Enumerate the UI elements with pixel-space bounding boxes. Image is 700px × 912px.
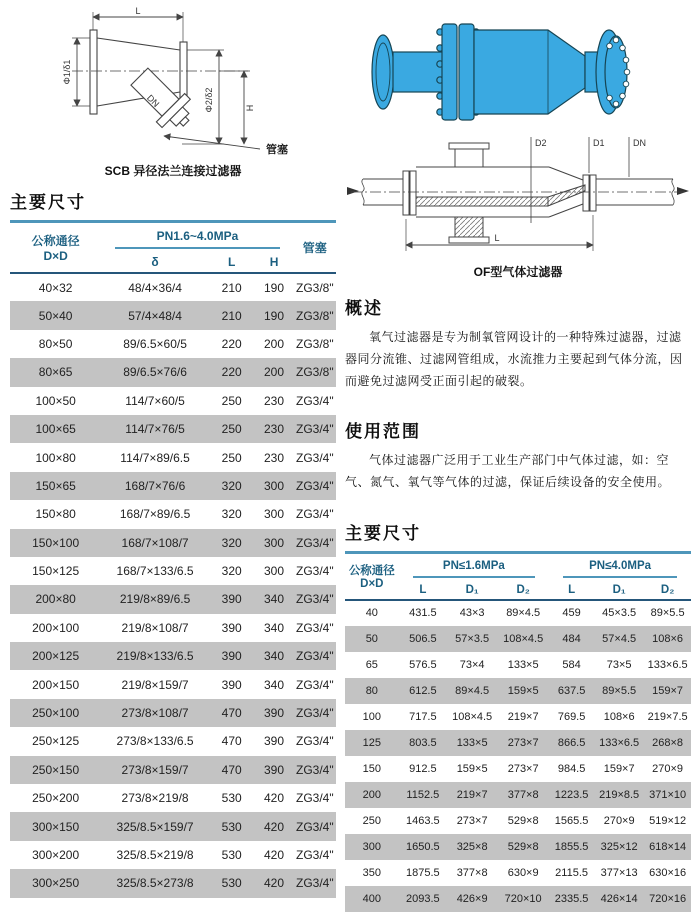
- table-cell: 506.5: [409, 632, 437, 645]
- col-header-L: L: [209, 252, 255, 273]
- dim-label-D1: D1: [593, 138, 605, 148]
- table-cell: 1152.5: [406, 788, 440, 801]
- table-cell: 159×7: [603, 762, 635, 775]
- table-cell: 300×150: [32, 819, 80, 834]
- table-cell: 108×4.5: [503, 632, 544, 645]
- table-row: [345, 626, 691, 652]
- col-header-D2-16: D₂: [497, 581, 549, 600]
- table-cell: ZG3/4": [295, 478, 334, 493]
- table-cell: 100: [362, 710, 381, 723]
- col-group-pn40: [549, 552, 691, 581]
- table-row: [345, 834, 691, 860]
- table-cell: 426×9: [456, 892, 488, 905]
- table-cell: 1855.5: [554, 840, 589, 853]
- table-cell: 1223.5: [554, 788, 589, 801]
- table-cell: 133×5: [507, 658, 539, 671]
- table-cell: 484: [562, 632, 581, 645]
- col-header-dn-line1: 公称通径: [348, 565, 395, 578]
- table-cell: 530: [221, 791, 242, 806]
- table-cell: ZG3/4": [295, 535, 334, 550]
- table-cell: 200: [264, 365, 285, 380]
- table-row: [10, 330, 336, 358]
- table-cell: 200×80: [35, 592, 76, 607]
- table-cell: ZG3/4": [295, 649, 334, 664]
- table-cell: 43×3: [459, 607, 485, 620]
- table-cell: 100×80: [35, 450, 76, 465]
- table-row: [10, 784, 336, 812]
- table-cell: 769.5: [557, 710, 586, 723]
- table-cell: 159×5: [507, 684, 539, 697]
- right-section-title: 主要尺寸: [345, 523, 421, 543]
- table-cell: 230: [264, 393, 285, 408]
- table-cell: 912.5: [409, 762, 437, 775]
- table-cell: 219×7: [507, 710, 539, 723]
- table-cell: 168/7×108/7: [121, 535, 189, 550]
- col-header-L-16: L: [399, 581, 447, 600]
- table-row: [10, 273, 336, 301]
- table-cell: ZG3/8": [295, 336, 334, 351]
- table-cell: 100×65: [35, 422, 76, 437]
- table-row: [345, 678, 691, 704]
- table-row: [10, 614, 336, 642]
- col-header-L-40: L: [549, 581, 594, 600]
- table-row: [345, 730, 691, 756]
- table-cell: 80: [365, 684, 378, 697]
- table-cell: 320: [221, 478, 242, 493]
- table-cell: 300: [362, 840, 381, 853]
- table-cell: 325/8.5×219/8: [116, 848, 194, 862]
- table-cell: ZG3/4": [295, 791, 334, 806]
- table-cell: 612.5: [409, 684, 437, 697]
- dim-label-phi1: Φ1/δ1: [62, 59, 72, 85]
- dim-label-phi2: Φ2/δ2: [204, 87, 214, 113]
- table-cell: 530: [221, 876, 242, 891]
- table-cell: 57×3.5: [455, 632, 490, 645]
- col-group-pn-label: PN1.6~4.0MPa: [115, 226, 279, 249]
- table-cell: 273/8×219/8: [121, 791, 189, 806]
- table-cell: 803.5: [409, 736, 437, 749]
- table-cell: 133×6.5: [599, 736, 640, 749]
- table-cell: 340: [264, 592, 285, 607]
- of-caption: OF型气体过滤器: [473, 265, 563, 279]
- table-cell: 630×16: [649, 866, 687, 879]
- table-row: [10, 500, 336, 528]
- table-cell: 48/4×36/4: [128, 280, 182, 295]
- table-cell: 377×8: [456, 866, 488, 879]
- table-cell: 89×4.5: [455, 684, 490, 697]
- table-cell: 200×100: [32, 620, 80, 635]
- table-header: [345, 552, 691, 600]
- table-row: [10, 443, 336, 471]
- col-group-pn16-label: PN≤1.6MPa: [413, 557, 535, 578]
- table-cell: 108×6: [652, 632, 684, 645]
- table-cell: 168/7×89/6.5: [119, 507, 191, 522]
- table-cell: 618×14: [649, 840, 687, 853]
- usage-text: 气体过滤器广泛用于工业生产部门中气体过滤，如：空气、氮气、氧气等气体的过滤，保证后续设备的安全使用。: [345, 452, 671, 489]
- table-cell: 300: [264, 478, 285, 493]
- table-cell: 57/4×48/4: [128, 308, 182, 323]
- table-row: [10, 756, 336, 784]
- col-header-plug: 管塞: [294, 222, 336, 274]
- table-cell: 300×200: [32, 848, 80, 862]
- of-filter-section-diagram: [345, 135, 691, 257]
- table-cell: 300: [264, 535, 285, 550]
- table-cell: 230: [264, 422, 285, 437]
- table-cell: ZG3/4": [295, 393, 334, 408]
- table-cell: 40: [365, 607, 378, 620]
- table-cell: 390: [221, 620, 242, 635]
- table-cell: 40×32: [38, 280, 73, 295]
- table-cell: 268×8: [652, 736, 684, 749]
- table-cell: 984.5: [557, 762, 586, 775]
- table-row: [10, 387, 336, 415]
- table-row: [10, 529, 336, 557]
- table-cell: ZG3/8": [295, 308, 334, 323]
- table-cell: 459: [562, 607, 581, 620]
- table-cell: 200: [264, 336, 285, 351]
- dim-label-L2: L: [494, 233, 500, 243]
- scb-dimension-table: [10, 220, 336, 898]
- table-row: [345, 652, 691, 678]
- table-cell: 273/8×108/7: [121, 706, 189, 721]
- table-row: [345, 886, 691, 912]
- col-header-D2-40: D₂: [644, 581, 691, 600]
- table-row: [10, 812, 336, 840]
- table-cell: 270×9: [603, 814, 635, 827]
- table-cell: 320: [221, 535, 242, 550]
- col-header-D1-40: D₁: [594, 581, 644, 600]
- table-cell: 114/7×89/6.5: [120, 450, 190, 465]
- table-cell: ZG3/4": [295, 819, 334, 834]
- table-cell: 720×10: [504, 892, 542, 905]
- table-cell: 273×7: [507, 736, 539, 749]
- table-cell: 210: [221, 308, 242, 323]
- table-cell: 50×40: [38, 308, 73, 323]
- col-group-pn: [101, 222, 293, 253]
- table-cell: 529×8: [507, 814, 539, 827]
- table-cell: 420: [264, 876, 285, 891]
- table-cell: ZG3/4": [295, 677, 334, 692]
- table-cell: 420: [264, 819, 285, 834]
- table-cell: 320: [221, 564, 242, 579]
- table-cell: 1650.5: [406, 840, 440, 853]
- table-cell: ZG3/4": [295, 564, 334, 579]
- col-header-delta: δ: [101, 252, 209, 273]
- overview-title: 概述: [345, 299, 383, 318]
- table-cell: 89/6.5×76/6: [123, 365, 187, 380]
- table-cell: 270×9: [652, 762, 684, 775]
- table-cell: ZG3/4": [295, 848, 334, 862]
- table-cell: 340: [264, 677, 285, 692]
- table-cell: 220: [221, 336, 242, 351]
- table-cell: ZG3/4": [295, 507, 334, 522]
- table-cell: 420: [264, 791, 285, 806]
- table-cell: 866.5: [557, 736, 586, 749]
- table-cell: 637.5: [557, 684, 586, 697]
- table-cell: 73×5: [606, 658, 632, 671]
- table-cell: 65: [365, 658, 378, 671]
- col-header-dn-line2: D×D: [360, 578, 384, 591]
- table-row: [10, 557, 336, 585]
- table-cell: 530: [221, 848, 242, 862]
- table-cell: 390: [221, 649, 242, 664]
- table-cell: 273×7: [507, 762, 539, 775]
- table-cell: 273×7: [456, 814, 488, 827]
- table-cell: 150×125: [32, 564, 80, 579]
- table-cell: 325/8.5×159/7: [116, 819, 194, 834]
- table-cell: 273/8×159/7: [121, 762, 189, 777]
- table-cell: 377×13: [600, 866, 638, 879]
- table-row: [10, 699, 336, 727]
- table-cell: 150×80: [35, 507, 76, 522]
- table-header: [10, 222, 336, 274]
- table-cell: 1875.5: [406, 866, 440, 879]
- table-cell: 576.5: [409, 658, 437, 671]
- col-header-dn: [10, 222, 101, 274]
- table-row: [345, 600, 691, 626]
- table-cell: 250×125: [32, 734, 80, 749]
- overview-text: 氧气过滤器是专为制氧管网设计的一种特殊过滤器，过滤器同分流锥、过滤网管组成，水流推力主要起到气体分流，因而避免过滤网受正面引起的破裂。: [345, 330, 683, 389]
- col-header-H: H: [254, 252, 293, 273]
- table-cell: 390: [264, 762, 285, 777]
- table-cell: 1463.5: [406, 814, 440, 827]
- table-cell: 529×8: [507, 840, 539, 853]
- table-cell: ZG3/4": [295, 762, 334, 777]
- table-cell: 390: [264, 734, 285, 749]
- table-row: [10, 358, 336, 386]
- col-group-pn40-label: PN≤4.0MPa: [563, 557, 677, 578]
- table-cell: 108×6: [603, 710, 635, 723]
- table-row: [10, 415, 336, 443]
- table-row: [345, 782, 691, 808]
- table-cell: 2115.5: [555, 866, 588, 879]
- table-cell: 519×12: [649, 814, 687, 827]
- table-row: [345, 704, 691, 730]
- table-row: [10, 301, 336, 329]
- table-cell: 133×6.5: [647, 658, 688, 671]
- table-cell: 250: [362, 814, 381, 827]
- col-header-dn-line1: 公称通径: [31, 234, 80, 248]
- table-cell: ZG3/4": [295, 620, 334, 635]
- table-cell: 470: [221, 762, 242, 777]
- table-cell: 200×125: [32, 649, 80, 664]
- dim-label-DN: DN: [633, 138, 646, 148]
- table-row: [345, 756, 691, 782]
- table-cell: 420: [264, 848, 285, 862]
- table-row: [345, 860, 691, 886]
- table-row: [10, 869, 336, 897]
- table-cell: 159×5: [456, 762, 488, 775]
- table-cell: 200×150: [32, 677, 80, 692]
- table-cell: 340: [264, 620, 285, 635]
- table-cell: 73×4: [459, 658, 485, 671]
- table-cell: 250×150: [32, 762, 80, 777]
- table-cell: 89×5.5: [602, 684, 637, 697]
- table-cell: 431.5: [409, 607, 437, 620]
- left-section-title: 主要尺寸: [10, 193, 86, 212]
- table-cell: 89/6.5×60/5: [123, 336, 187, 351]
- table-cell: 300: [264, 564, 285, 579]
- table-cell: 426×14: [600, 892, 638, 905]
- table-cell: 219×7.5: [647, 710, 688, 723]
- table-cell: 190: [264, 280, 285, 295]
- table-cell: ZG3/4": [295, 706, 334, 721]
- table-cell: 219/8×108/7: [121, 620, 189, 635]
- table-cell: 325×8: [456, 840, 488, 853]
- table-cell: 371×10: [649, 788, 687, 801]
- left-column: [10, 4, 336, 898]
- dim-label-L: L: [135, 6, 141, 16]
- table-row: [10, 472, 336, 500]
- table-cell: ZG3/8": [295, 280, 334, 295]
- table-cell: 100×50: [35, 393, 76, 408]
- table-cell: 250: [221, 422, 242, 437]
- table-cell: 630×9: [507, 866, 539, 879]
- table-cell: 325/8.5×273/8: [116, 876, 194, 891]
- table-cell: 168/7×133/6.5: [116, 564, 194, 579]
- table-cell: 717.5: [409, 710, 437, 723]
- table-cell: 89×4.5: [506, 607, 541, 620]
- table-body: [345, 600, 691, 912]
- usage-title: 使用范围: [345, 421, 421, 441]
- table-cell: 190: [264, 308, 285, 323]
- table-cell: 390: [221, 677, 242, 692]
- table-cell: 250: [221, 393, 242, 408]
- table-row: [10, 727, 336, 755]
- table-cell: 470: [221, 706, 242, 721]
- table-row: [10, 841, 336, 869]
- table-cell: 230: [264, 450, 285, 465]
- table-cell: 250: [221, 450, 242, 465]
- table-cell: 2335.5: [554, 892, 589, 905]
- col-group-pn16: [399, 552, 549, 581]
- table-cell: 168/7×76/6: [124, 478, 186, 493]
- table-cell: 219/8×89/6.5: [119, 592, 191, 607]
- table-cell: 720×16: [649, 892, 687, 905]
- table-cell: 300: [264, 507, 285, 522]
- col-header-D1-16: D₁: [447, 581, 497, 600]
- table-cell: 108×4.5: [452, 710, 493, 723]
- table-cell: 50: [365, 632, 378, 645]
- table-cell: ZG3/4": [295, 422, 334, 437]
- table-cell: 114/7×60/5: [125, 393, 185, 408]
- table-cell: 377×8: [507, 788, 539, 801]
- table-cell: ZG3/4": [295, 450, 334, 465]
- table-cell: 219×7: [456, 788, 488, 801]
- gas-filter-3d-illustration: [345, 2, 691, 130]
- scb-strainer-diagram: [10, 4, 336, 156]
- table-cell: 219/8×133/6.5: [116, 649, 194, 664]
- table-cell: 219×8.5: [599, 788, 640, 801]
- table-body: [10, 273, 336, 898]
- table-cell: 325×12: [600, 840, 638, 853]
- dim-label-D2: D2: [535, 138, 547, 148]
- scb-caption: SCB 异径法兰连接过滤器: [104, 164, 242, 178]
- table-cell: 390: [221, 592, 242, 607]
- table-cell: 320: [221, 507, 242, 522]
- table-cell: 530: [221, 819, 242, 834]
- dim-label-DN: DN: [144, 92, 162, 110]
- dim-label-H: H: [245, 104, 255, 112]
- table-cell: 1565.5: [554, 814, 589, 827]
- table-cell: 350: [362, 866, 381, 879]
- table-cell: 340: [264, 649, 285, 664]
- table-cell: 584: [562, 658, 581, 671]
- table-cell: 159×7: [652, 684, 684, 697]
- table-cell: 300×250: [32, 876, 80, 891]
- table-cell: ZG3/8": [295, 365, 334, 380]
- table-row: [10, 670, 336, 698]
- table-cell: 80×50: [38, 336, 73, 351]
- table-cell: 57×4.5: [602, 632, 637, 645]
- col-header-dn-line2: D×D: [43, 249, 68, 263]
- table-cell: 470: [221, 734, 242, 749]
- table-cell: 210: [221, 280, 242, 295]
- table-cell: 150: [362, 762, 381, 775]
- table-cell: ZG3/4": [295, 876, 334, 891]
- table-cell: 45×3.5: [602, 607, 637, 620]
- table-cell: 2093.5: [406, 892, 440, 905]
- table-cell: 150×65: [35, 478, 76, 493]
- table-cell: 400: [362, 892, 381, 905]
- table-cell: 200: [362, 788, 381, 801]
- table-cell: ZG3/4": [295, 734, 334, 749]
- right-column: [345, 2, 691, 912]
- of-dimension-table: [345, 551, 691, 912]
- table-cell: 390: [264, 706, 285, 721]
- table-cell: 219/8×159/7: [121, 677, 189, 692]
- table-cell: 220: [221, 365, 242, 380]
- table-row: [10, 642, 336, 670]
- table-cell: 250×100: [32, 706, 80, 721]
- table-cell: 133×5: [456, 736, 488, 749]
- table-cell: 273/8×133/6.5: [116, 734, 194, 749]
- table-cell: 89×5.5: [650, 607, 685, 620]
- table-cell: ZG3/4": [295, 592, 334, 607]
- table-row: [10, 585, 336, 613]
- table-row: [345, 808, 691, 834]
- table-cell: 114/7×76/5: [125, 422, 185, 437]
- table-cell: 125: [362, 736, 381, 749]
- table-cell: 80×65: [38, 365, 73, 380]
- table-cell: 250×200: [32, 791, 80, 806]
- plug-label: 管塞: [266, 144, 288, 156]
- table-cell: 150×100: [32, 535, 80, 550]
- col-header-dn: [345, 552, 399, 600]
